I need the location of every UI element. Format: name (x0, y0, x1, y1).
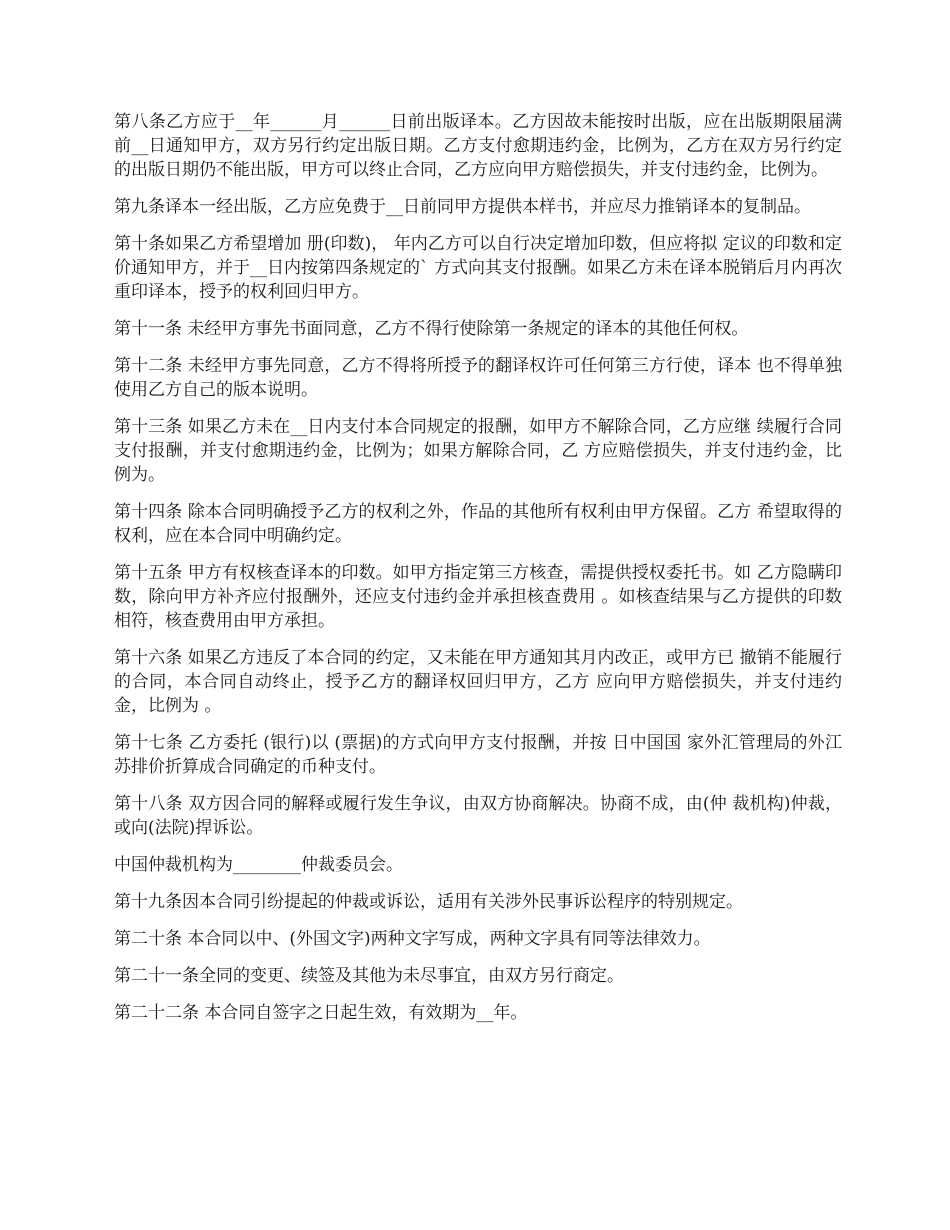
article-13-paragraph: 第十三条 如果乙方未在__日内支付本合同规定的报酬，如甲方不解除合同，乙方应继 续履行合同支付报酬，并支付愈期违约金，比例为；如果方解除合同，乙 方应赔偿损失，并支付违约金，比例为。 (114, 417, 842, 485)
article-16-paragraph: 第十六条 如果乙方违反了本合同的约定，又未能在甲方通知其月内改正，或甲方已 撤销不能履行的合同，本合同自动终止，授予乙方的翻译权回归甲方，乙方 应向甲方赔偿损失，并支付违约金，比例为 。 (114, 648, 842, 716)
article-19-paragraph: 第十九条因本合同引纷提起的仲裁或诉讼，适用有关涉外民事诉讼程序的特别规定。 (114, 892, 743, 912)
article-14-paragraph: 第十四条 除本合同明确授予乙方的权利之外，作品的其他所有权利由甲方保留。乙方 希望取得的权利，应在本合同中明确约定。 (114, 502, 842, 546)
article-9-paragraph: 第九条译本一经出版，乙方应免费于__日前同甲方提供本样书，并应尽力推销译本的复制品。 (114, 197, 811, 217)
article-11-paragraph: 第十一条 未经甲方事先书面同意，乙方不得行使除第一条规定的译本的其他任何权。 (114, 319, 749, 339)
article-20-paragraph: 第二十条 本合同以中、(外国文字)两种文字写成，两种文字具有同等法律效力。 (114, 929, 711, 949)
arbitration-body-paragraph: 中国仲裁机构为________仲裁委员会。 (114, 855, 403, 875)
article-12-paragraph: 第十二条 未经甲方事先同意，乙方不得将所授予的翻译权许可任何第三方行使，译本 也不得单独使用乙方自己的版本说明。 (114, 356, 842, 400)
article-15-paragraph: 第十五条 甲方有权核查译本的印数。如甲方指定第三方核查，需提供授权委托书。如 乙方隐瞒印数，除向甲方补齐应付报酬外，还应支付违约金并承担核查费用 。如核查结果与乙方提供的印数相符，核查费用由甲方承担。 (114, 563, 842, 631)
article-18-paragraph: 第十八条 双方因合同的解释或履行发生争议，由双方协商解决。协商不成，由(仲 裁机构)仲裁，或向(法院)捍诉讼。 (114, 794, 842, 838)
article-22-paragraph: 第二十二条 本合同自签字之日起生效，有效期为__年。 (114, 1003, 528, 1023)
article-10-paragraph: 第十条如果乙方希望增加 册(印数)， 年内乙方可以自行决定增加印数，但应将拟 定议的印数和定价通知甲方，并于__日内按第四条规定的` 方式向其支付报酬。如果乙方未在译本脱销后月内再次重印译本，授予的权利回归甲方。 (114, 234, 842, 302)
article-21-paragraph: 第二十一条全同的变更、续签及其他为未尽事宜，由双方另行商定。 (114, 966, 624, 986)
article-8-paragraph: 第八条乙方应于__年______月______日前出版译本。乙方因故未能按时出版，应在出版期限届满前__日通知甲方，双方另行约定出版日期。乙方支付愈期违约金，比例为，乙方在双方另行约定的出版日期仍不能出版，甲方可以终止合同，乙方应向甲方赔偿损失，并支付违约金，比例为。 (114, 112, 842, 180)
article-17-paragraph: 第十七条 乙方委托 (银行)以 (票据)的方式向甲方支付报酬，并按 日中国国 家外汇管理局的外江苏排价折算成合同确定的币种支付。 (114, 733, 842, 777)
